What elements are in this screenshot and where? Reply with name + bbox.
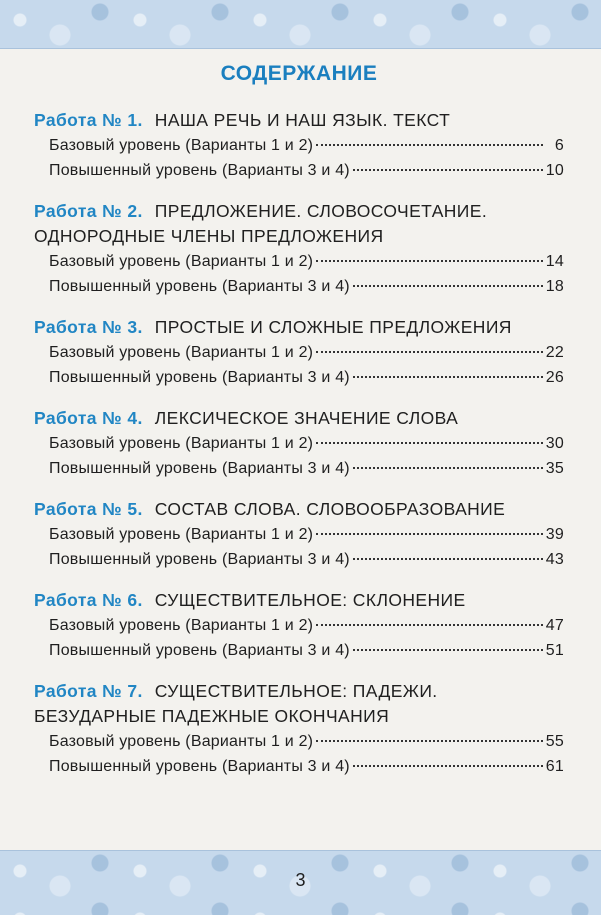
entry-label: Повышенный уровень (Варианты 3 и 4) — [49, 758, 350, 775]
entry-label: Повышенный уровень (Варианты 3 и 4) — [49, 369, 350, 386]
dot-leader — [316, 624, 543, 626]
toc-section — [34, 199, 564, 299]
section-title-text: ЛЕКСИЧЕСКОЕ ЗНАЧЕНИЕ СЛОВА — [154, 408, 459, 428]
page-number: 3 — [295, 870, 306, 890]
section-title-text: ОДНОРОДНЫЕ ЧЛЕНЫ ПРЕДЛОЖЕНИЯ — [34, 226, 384, 246]
section-heading — [34, 108, 564, 133]
section-heading — [34, 497, 564, 522]
dot-leader — [353, 558, 543, 560]
toc-section — [34, 406, 564, 481]
section-heading — [34, 406, 564, 431]
toc-entry — [49, 522, 564, 547]
entry-label: Базовый уровень (Варианты 1 и 2) — [49, 526, 314, 543]
toc-section — [34, 108, 564, 183]
toc-entry — [49, 158, 564, 183]
section-title-line — [34, 224, 564, 249]
entry-page-number: 43 — [545, 551, 564, 568]
entry-label: Повышенный уровень (Варианты 3 и 4) — [49, 278, 350, 295]
entry-page-number: 35 — [545, 460, 564, 477]
section-title-line — [34, 497, 564, 522]
toc-entry — [49, 638, 564, 663]
entry-label: Базовый уровень (Варианты 1 и 2) — [49, 137, 314, 154]
entry-label: Базовый уровень (Варианты 1 и 2) — [49, 253, 314, 270]
section-title-line — [34, 406, 564, 431]
entry-label: Базовый уровень (Варианты 1 и 2) — [49, 617, 314, 634]
toc-entry — [49, 754, 564, 779]
toc-section — [34, 497, 564, 572]
entry-page-number: 18 — [545, 278, 564, 295]
toc-entry — [49, 274, 564, 299]
entry-page-number: 10 — [545, 162, 564, 179]
section-heading — [34, 679, 564, 729]
entry-page-number: 47 — [545, 617, 564, 634]
section-title-text: СУЩЕСТВИТЕЛЬНОЕ: СКЛОНЕНИЕ — [154, 590, 466, 610]
section-title-text: СУЩЕСТВИТЕЛЬНОЕ: ПАДЕЖИ. — [154, 681, 438, 701]
work-number-label: Работа № 7. — [34, 681, 143, 701]
toc-section — [34, 588, 564, 663]
toc-section — [34, 679, 564, 779]
work-number-label: Работа № 5. — [34, 499, 143, 519]
section-title-line — [34, 108, 564, 133]
top-decorative-band — [0, 0, 601, 49]
toc-entry — [49, 431, 564, 456]
section-title-line — [34, 199, 564, 224]
dot-leader — [316, 351, 543, 353]
entry-label: Базовый уровень (Варианты 1 и 2) — [49, 435, 314, 452]
entry-page-number: 39 — [545, 526, 564, 543]
entry-page-number: 51 — [545, 642, 564, 659]
toc-entry — [49, 729, 564, 754]
entry-page-number: 30 — [545, 435, 564, 452]
dot-leader — [316, 533, 543, 535]
dot-leader — [316, 442, 543, 444]
toc-entry — [49, 340, 564, 365]
section-title-line — [34, 704, 564, 729]
section-heading — [34, 315, 564, 340]
work-number-label: Работа № 6. — [34, 590, 143, 610]
entry-page-number: 26 — [545, 369, 564, 386]
dot-leader — [353, 467, 543, 469]
dot-leader — [353, 649, 543, 651]
toc-section — [34, 315, 564, 390]
work-number-label: Работа № 2. — [34, 201, 143, 221]
entry-page-number: 61 — [545, 758, 564, 775]
work-number-label: Работа № 3. — [34, 317, 143, 337]
entry-page-number: 22 — [545, 344, 564, 361]
toc-entry — [49, 133, 564, 158]
section-heading — [34, 588, 564, 613]
table-of-contents — [34, 62, 564, 795]
work-number-label: Работа № 4. — [34, 408, 143, 428]
entry-label: Базовый уровень (Варианты 1 и 2) — [49, 733, 314, 750]
dot-leader — [316, 260, 543, 262]
toc-entry — [49, 365, 564, 390]
page-title: СОДЕРЖАНИЕ — [220, 62, 378, 85]
dot-leader — [353, 765, 543, 767]
entry-page-number: 55 — [545, 733, 564, 750]
section-title-text: СОСТАВ СЛОВА. СЛОВООБРАЗОВАНИЕ — [154, 499, 506, 519]
toc-entry — [49, 249, 564, 274]
section-title-text: БЕЗУДАРНЫЕ ПАДЕЖНЫЕ ОКОНЧАНИЯ — [34, 706, 390, 726]
section-title-text: НАША РЕЧЬ И НАШ ЯЗЫК. ТЕКСТ — [154, 110, 451, 130]
section-title-text: ПРОСТЫЕ И СЛОЖНЫЕ ПРЕДЛОЖЕНИЯ — [154, 317, 512, 337]
section-title-line — [34, 315, 564, 340]
work-number-label: Работа № 1. — [34, 110, 143, 130]
entry-label: Повышенный уровень (Варианты 3 и 4) — [49, 162, 350, 179]
entry-page-number: 6 — [554, 137, 564, 154]
dot-leader — [353, 285, 543, 287]
entry-label: Повышенный уровень (Варианты 3 и 4) — [49, 551, 350, 568]
dot-leader — [353, 376, 543, 378]
section-title-text: ПРЕДЛОЖЕНИЕ. СЛОВОСОЧЕТАНИЕ. — [154, 201, 488, 221]
section-heading — [34, 199, 564, 249]
entry-label: Повышенный уровень (Варианты 3 и 4) — [49, 642, 350, 659]
toc-entry — [49, 456, 564, 481]
entry-label: Повышенный уровень (Варианты 3 и 4) — [49, 460, 350, 477]
entry-label: Базовый уровень (Варианты 1 и 2) — [49, 344, 314, 361]
dot-leader — [316, 740, 543, 742]
toc-sections — [34, 108, 564, 779]
dot-leader — [316, 144, 543, 146]
dot-leader — [353, 169, 543, 171]
toc-entry — [49, 613, 564, 638]
entry-page-number: 14 — [545, 253, 564, 270]
toc-entry — [49, 547, 564, 572]
section-title-line — [34, 588, 564, 613]
section-title-line — [34, 679, 564, 704]
